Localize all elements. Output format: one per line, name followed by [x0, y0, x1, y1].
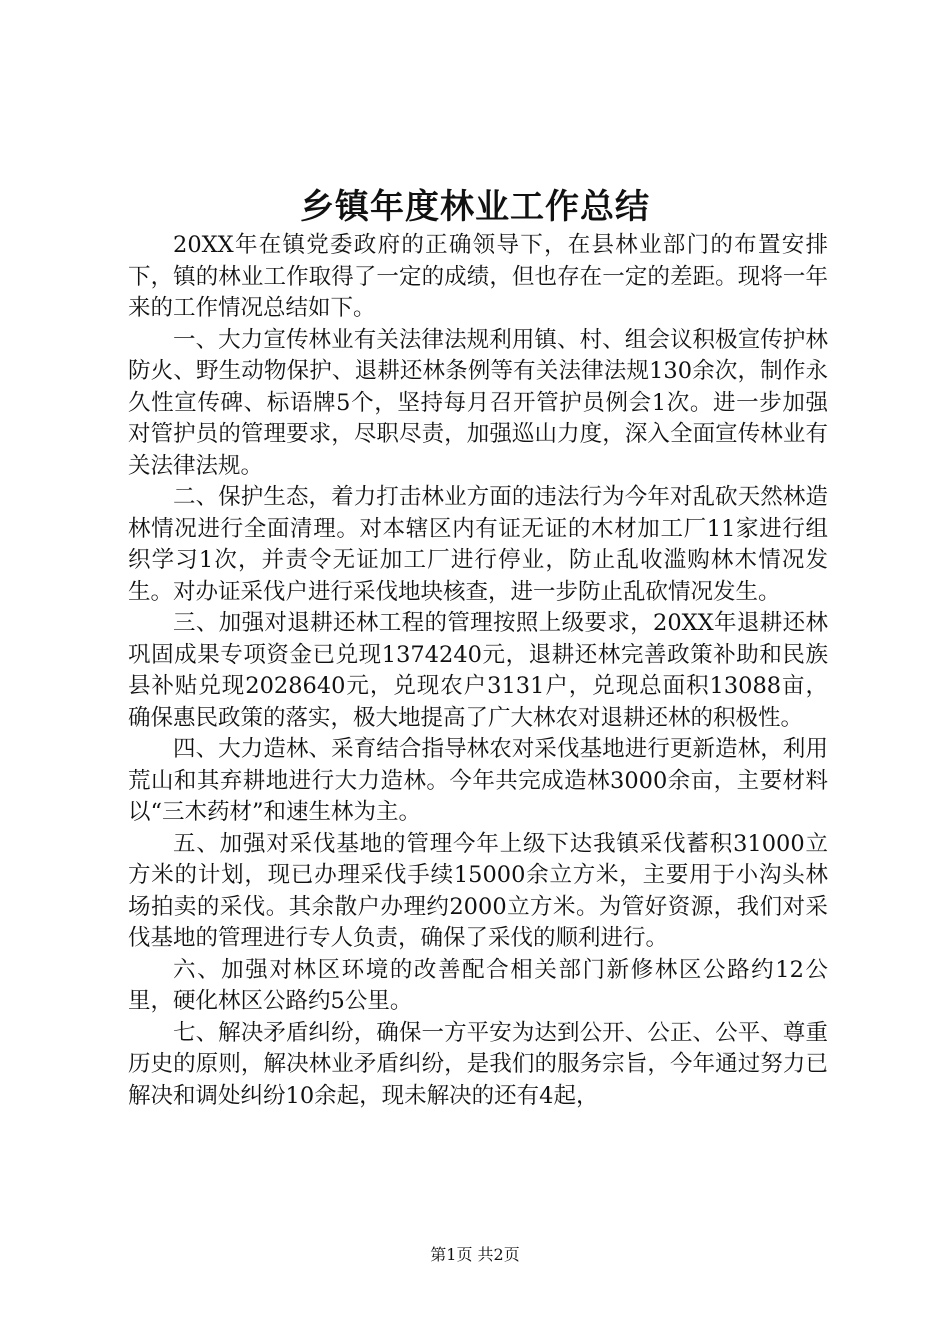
paragraph-section-7: 七、解决矛盾纠纷，确保一方平安为达到公开、公正、公平、尊重历史的原则，解决林业矛盾纠纷，是我们的服务宗旨，今年通过努力已解决和调处纠纷10余起，现未解决的还有4起，: [128, 1019, 828, 1109]
paragraph-section-6: 六、加强对林区环境的改善配合相关部门新修林区公路约12公里，硬化林区公路约5公里。: [128, 956, 828, 1014]
paragraph-intro: 20XX年在镇党委政府的正确领导下，在县林业部门的布置安排下，镇的林业工作取得了一定的成绩，但也存在一定的差距。现将一年来的工作情况总结如下。: [128, 232, 828, 321]
document-title: 乡镇年度林业工作总结: [300, 187, 650, 227]
page-footer: 第1页 共2页: [430, 1245, 520, 1264]
paragraph-section-1: 一、大力宣传林业有关法律法规利用镇、村、组会议积极宣传护林防火、野生动物保护、退耕还林条例等有关法律法规130余次，制作永久性宣传碑、标语牌5个，坚持每月召开管护员例会1次。进一步加强对管护员的管理要求，尽职尽责，加强巡山力度，深入全面宣传林业有关法律法规。: [128, 326, 828, 479]
paragraph-section-2: 二、保护生态，着力打击林业方面的违法行为今年对乱砍天然林造林情况进行全面清理。对本辖区内有证无证的木材加工厂11家进行组织学习1次，并责令无证加工厂进行停业，防止乱收滥购林木情况发生。对办证采伐户进行采伐地块核查，进一步防止乱砍情况发生。: [128, 484, 828, 605]
paragraph-section-4: 四、大力造林、采育结合指导林农对采伐基地进行更新造林，利用荒山和其弃耕地进行大力造林。今年共完成造林3000余亩，主要材料以“三木药材”和速生林为主。: [128, 736, 828, 825]
paragraph-section-3: 三、加强对退耕还林工程的管理按照上级要求，20XX年退耕还林巩固成果专项资金已兑现1374240元，退耕还林完善政策补助和民族县补贴兑现2028640元，兑现农户3131户，兑现总面积13088亩，确保惠民政策的落实，极大地提高了广大林农对退耕还林的积极性。: [128, 610, 828, 731]
paragraph-section-5: 五、加强对采伐基地的管理今年上级下达我镇采伐蓄积31000立方米的计划，现已办理采伐手续15000余立方米，主要用于小沟头林场拍卖的采伐。其余散户办理约2000立方米。为管好资源，我们对采伐基地的管理进行专人负责，确保了采伐的顺利进行。: [128, 830, 828, 951]
document-body: [128, 230, 828, 1112]
